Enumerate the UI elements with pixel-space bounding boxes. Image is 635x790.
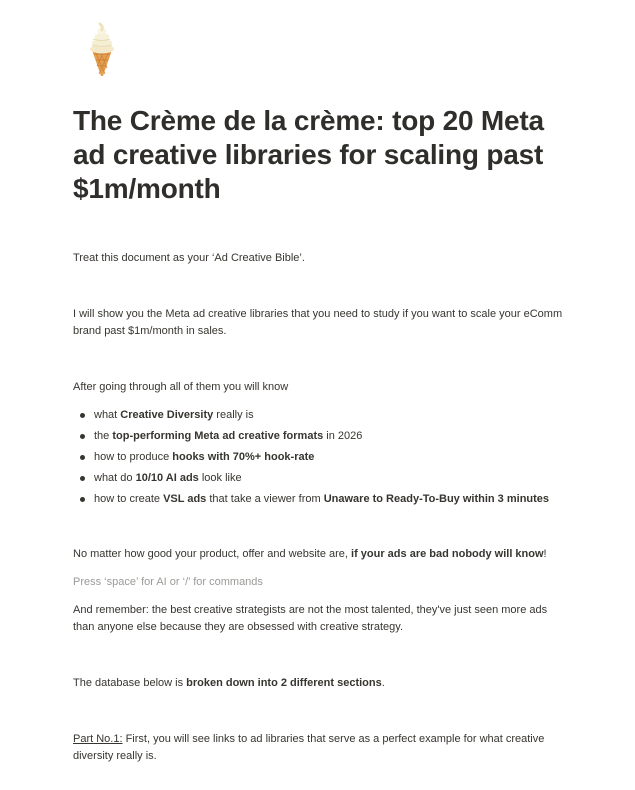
page-title[interactable]: The Crème de la crème: top 20 Meta ad creative libraries for scaling past $1m/month	[73, 105, 544, 204]
list-item[interactable]: what Creative Diversity really is	[73, 405, 573, 426]
empty-block-placeholder[interactable]: Press ‘space’ for AI or ‘/’ for commands	[73, 576, 263, 588]
database-paragraph[interactable]: The database below is broken down into 2 different sections.	[73, 677, 385, 689]
benefits-list	[73, 405, 573, 510]
list-item[interactable]: what do 10/10 AI ads look like	[73, 468, 573, 489]
intro-paragraph[interactable]: Treat this document as your ‘Ad Creative Bible’.	[73, 252, 305, 264]
soft-serve-ice-cream-icon[interactable]	[80, 18, 124, 78]
list-item[interactable]: how to produce hooks with 70%+ hook-rate	[73, 447, 573, 468]
part-one-paragraph[interactable]: Part No.1: First, you will see links to ad libraries that serve as a perfect example for what creative diversity really is.	[73, 733, 545, 762]
list-item[interactable]: the top-performing Meta ad creative formats in 2026	[73, 426, 573, 447]
list-item[interactable]: how to create VSL ads that take a viewer from Unaware to Ready-To-Buy within 3 minutes	[73, 489, 573, 510]
description-paragraph[interactable]: I will show you the Meta ad creative libraries that you need to study if you want to scale your eComm brand past $1m/month in sales.	[73, 308, 563, 337]
list-intro-paragraph[interactable]: After going through all of them you will know	[73, 381, 289, 393]
warning-paragraph[interactable]: No matter how good your product, offer and website are, if your ads are bad nobody will know!	[73, 548, 547, 560]
remember-paragraph[interactable]: And remember: the best creative strategists are not the most talented, they've just seen more ads than anyone else because they are obsessed with creative strategy.	[73, 604, 548, 633]
